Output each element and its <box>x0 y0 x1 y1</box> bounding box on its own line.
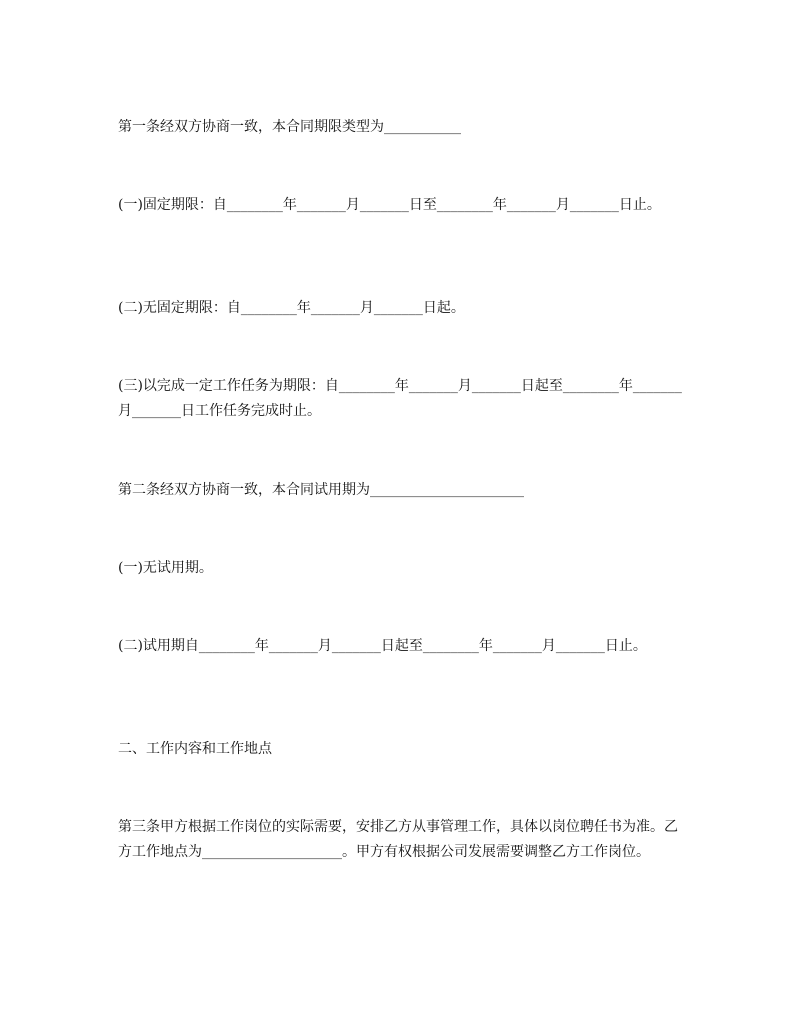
article-1-contract-term-type: 第一条经双方协商一致，本合同期限类型为___________ <box>118 119 461 135</box>
article-2-probation-period: 第二条经双方协商一致，本合同试用期为______________________ <box>118 482 524 498</box>
no-probation-clause: (一)无试用期。 <box>118 560 213 576</box>
fixed-term-clause: (一)固定期限：自________年_______月_______日至________年_______月_______日止。 <box>118 197 661 213</box>
open-ended-term-clause: (二)无固定期限：自________年_______月_______日起。 <box>118 300 465 316</box>
section-2-heading: 二、工作内容和工作地点 <box>118 741 272 757</box>
article-3-job-content: 第三条甲方根据工作岗位的实际需要，安排乙方从事管理工作，具体以岗位聘任书为准。乙方工作地点为____________________。甲方有权根据公司发展需要调整乙方工作岗位。 <box>118 819 678 860</box>
task-based-term-clause: (三)以完成一定工作任务为期限：自________年_______月_______日起至________年_______月_______日工作任务完成时止。 <box>118 378 682 419</box>
probation-dates-clause: (二)试用期自________年_______月_______日起至________年_______月_______日止。 <box>118 638 647 654</box>
